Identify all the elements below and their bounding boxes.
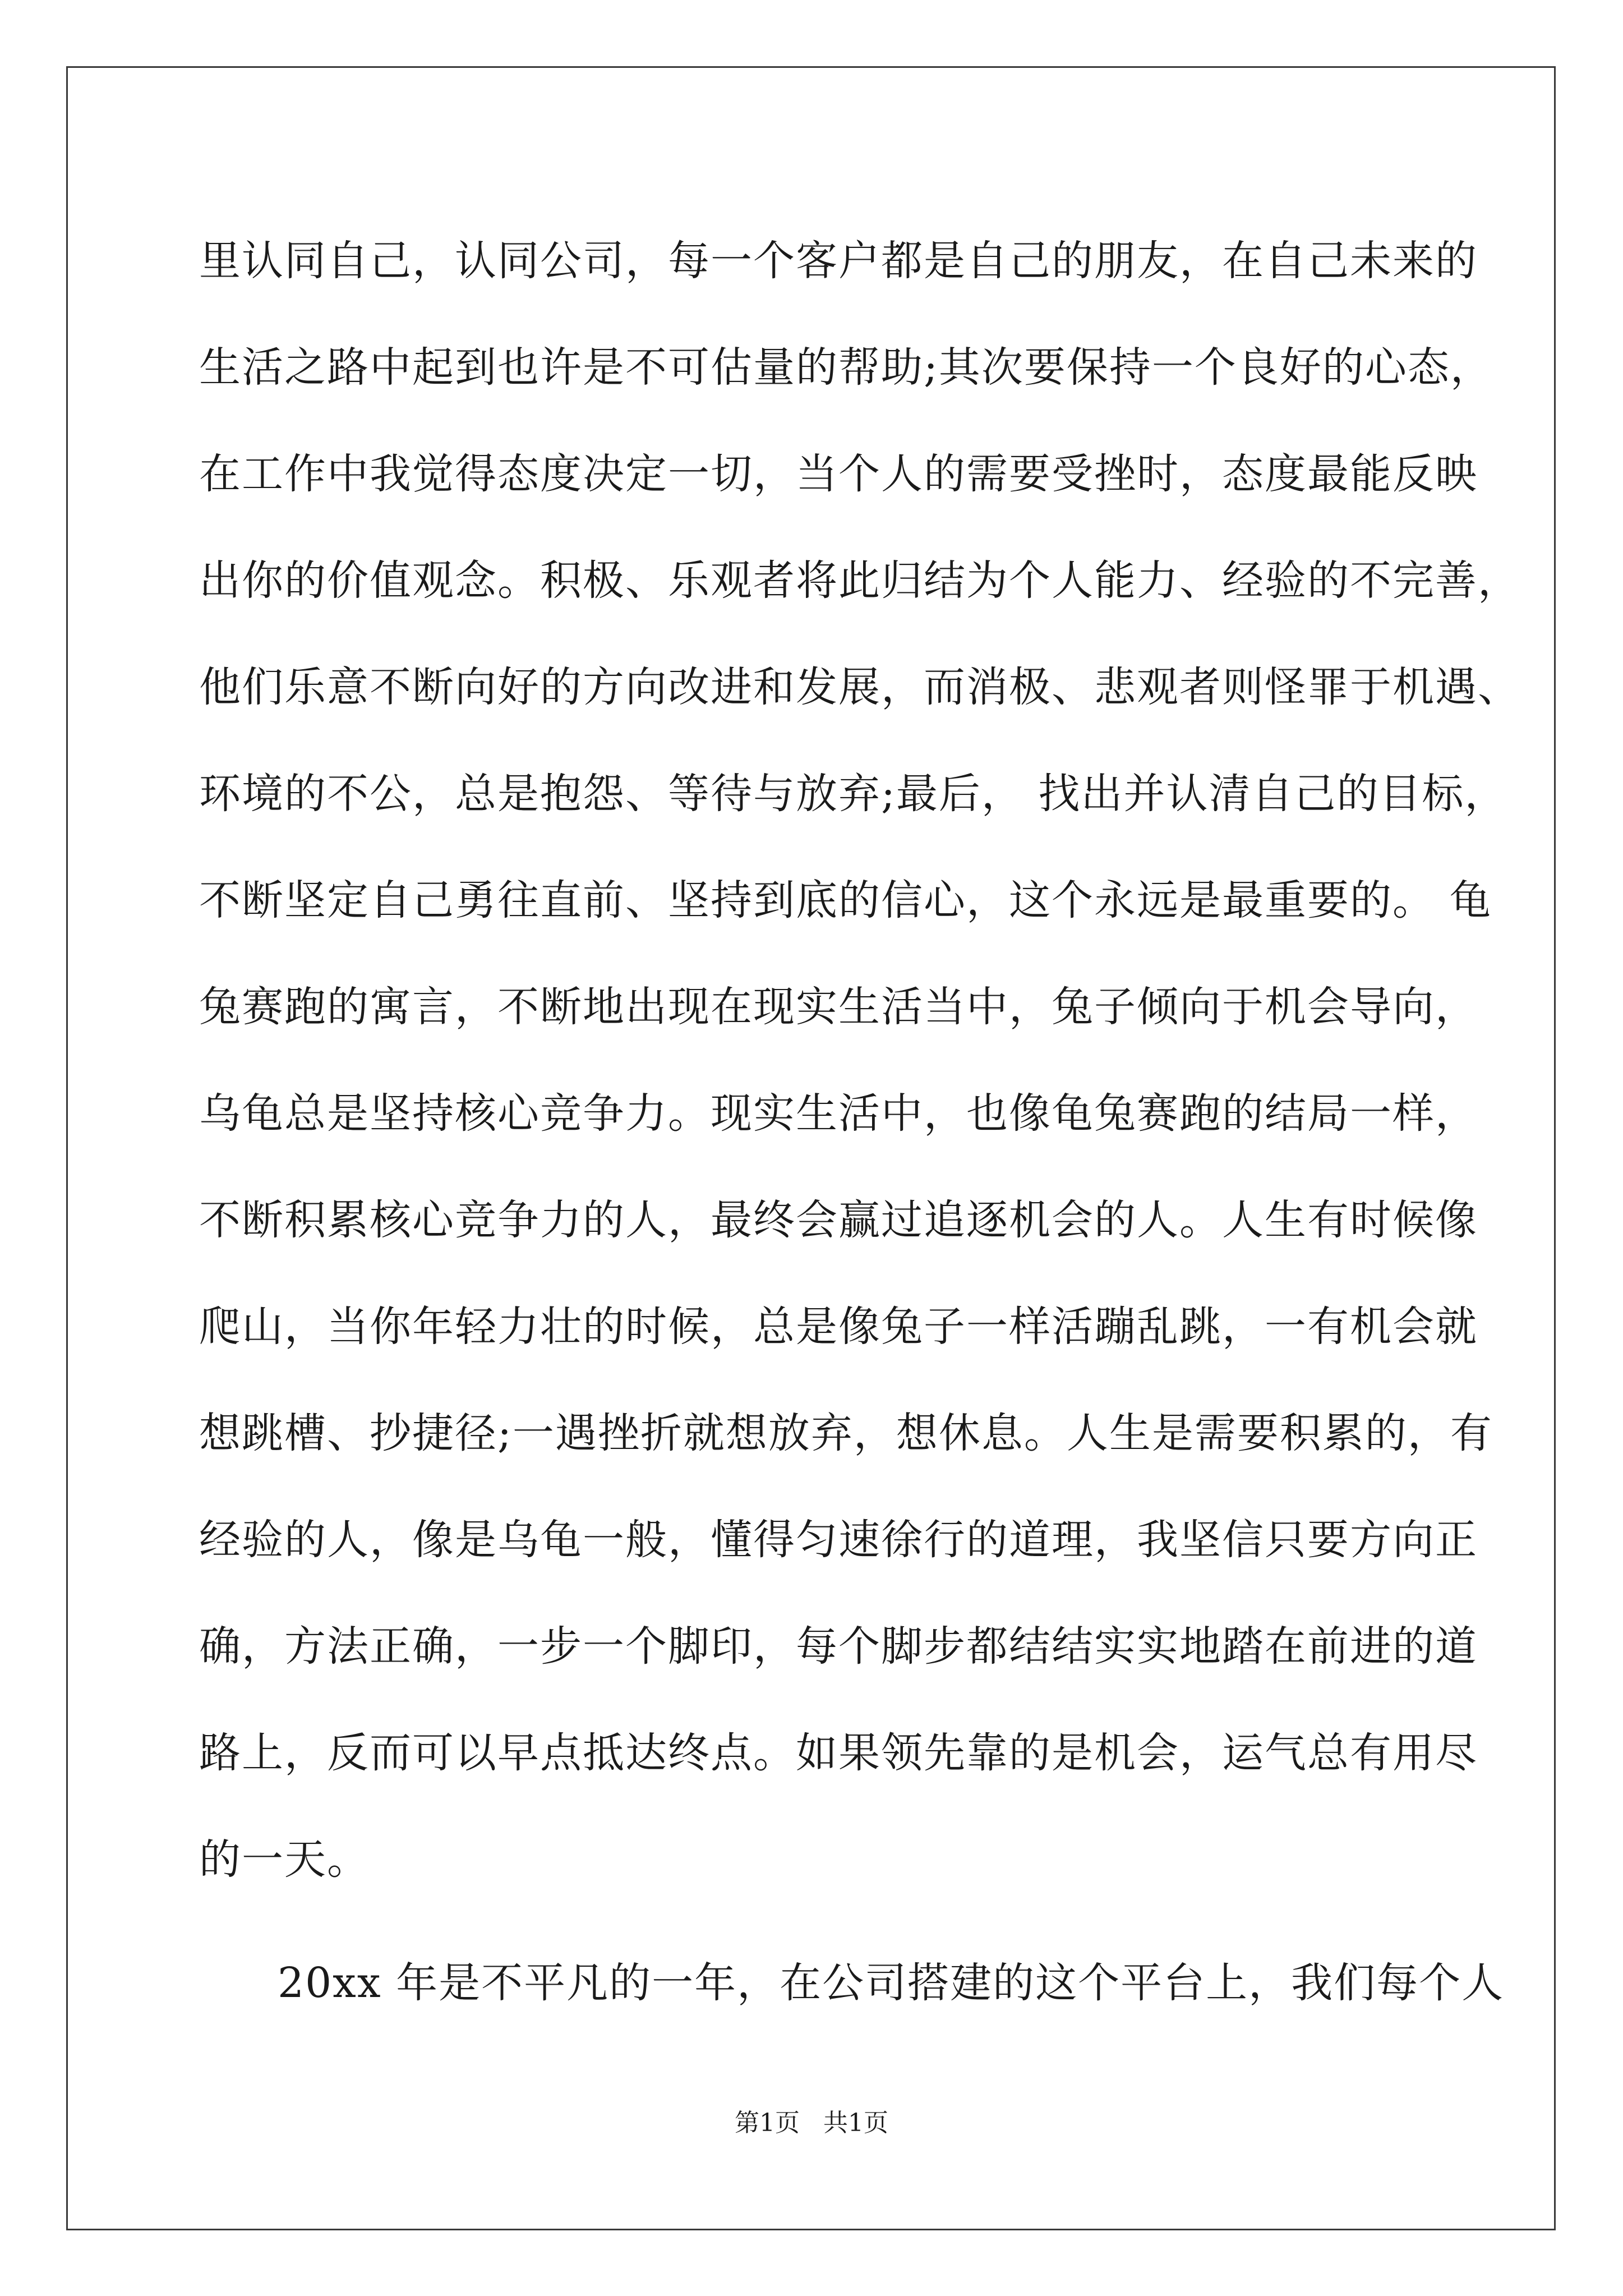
text-line: 的一天。 (199, 1835, 370, 1884)
text-line: 想跳槽、抄捷径;一遇挫折就想放弃，想休息。人生是需要积累的，有 (199, 1409, 1493, 1457)
text-line: 乌龟总是坚持核心竞争力。现实生活中，也像龟兔赛跑的结局一样， (199, 1089, 1478, 1138)
text-line: 环境的不公，总是抱怨、等待与放弃;最后， 找出并认清自己的目标， (199, 770, 1507, 818)
document-body (199, 208, 1520, 2036)
text-line: 不断坚定自己勇往直前、坚持到底的信心，这个永远是最重要的。 龟 (199, 876, 1492, 924)
text-line: 路上，反而可以早点抵达终点。如果领先靠的是机会，运气总有用尽 (199, 1729, 1478, 1777)
text-line: 兔赛跑的寓言，不断地出现在现实生活当中，兔子倾向于机会导向， (199, 983, 1478, 1031)
text-line: 爬山，当你年轻力壮的时候，总是像兔子一样活蹦乱跳，一有机会就 (199, 1303, 1478, 1351)
text-line: 确，方法正确，一步一个脚印，每个脚步都结结实实地踏在前进的道 (199, 1622, 1478, 1671)
text-line: 里认同自己，认同公司，每一个客户都是自己的朋友，在自己未来的 (199, 237, 1478, 285)
text-line: 在工作中我觉得态度决定一切，当个人的需要受挫时，态度最能反映 (199, 450, 1478, 498)
text-line: 出你的价值观念。积极、乐观者将此归结为个人能力、经验的不完善， (199, 556, 1520, 605)
text-line: 不断积累核心竞争力的人，最终会赢过追逐机会的人。人生有时候像 (199, 1196, 1478, 1244)
paragraph-start-line: 20xx 年是不平凡的一年，在公司搭建的这个平台上，我们每个人 (278, 1959, 1505, 2007)
text-line: 经验的人，像是乌龟一般，懂得匀速徐行的道理，我坚信只要方向正 (199, 1516, 1478, 1564)
text-line: 生活之路中起到也许是不可估量的帮助;其次要保持一个良好的心态， (199, 343, 1493, 392)
page-number-footer: 第1页 共1页 (735, 2109, 888, 2137)
text-line: 他们乐意不断向好的方向改进和发展，而消极、悲观者则怪罪于机遇、 (199, 663, 1520, 711)
